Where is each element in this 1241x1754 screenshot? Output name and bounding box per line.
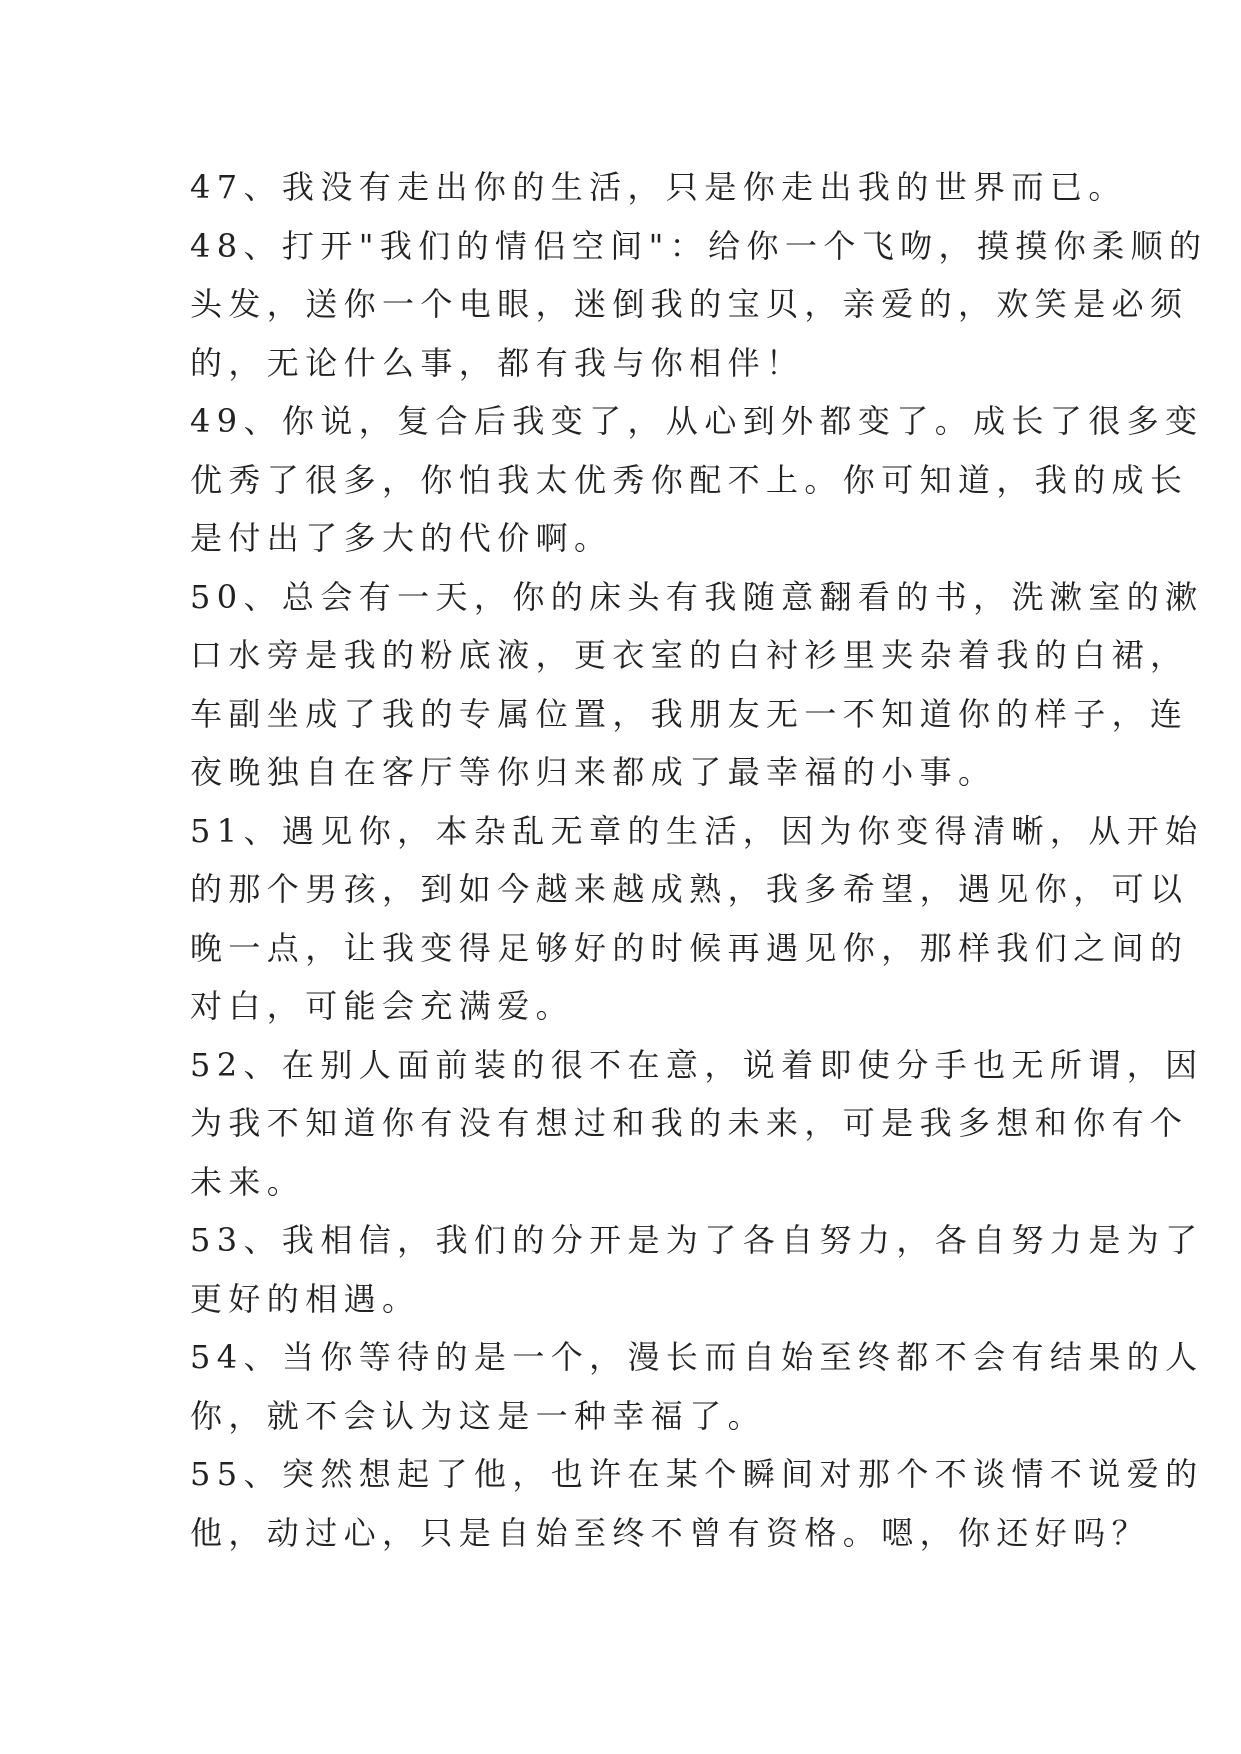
text-line: 51、遇见你，本杂乱无章的生活，因为你变得清晰，从开始 <box>190 811 1204 850</box>
text-line: 优秀了很多，你怕我太优秀你配不上。你可知道，我的成长 <box>190 460 1189 499</box>
text-line: 52、在别人面前装的很不在意，说着即使分手也无所谓，因 <box>190 1045 1204 1084</box>
text-line: 的那个男孩，到如今越来越成熟，我多希望，遇见你，可以 <box>190 870 1189 908</box>
text-line: 夜晚独自在客厅等你归来都成了最幸福的小事。 <box>190 753 997 791</box>
text-line: 口水旁是我的粉底液，更衣室的白衬衫里夹杂着我的白裙， <box>190 636 1189 674</box>
document-body <box>190 158 1208 1562</box>
text-line: 晚一点，让我变得足够好的时候再遇见你，那样我们之间的 <box>190 928 1189 967</box>
text-line: 他，动过心，只是自始至终不曾有资格。嗯，你还好吗？ <box>190 1513 1151 1552</box>
text-line: 48、打开"我们的情侣空间"：给你一个飞吻，摸摸你柔顺的 <box>190 226 1208 265</box>
text-line: 49、你说，复合后我变了，从心到外都变了。成长了很多变 <box>190 402 1204 440</box>
text-line: 头发，送你一个电眼，迷倒我的宝贝，亲爱的，欢笑是必须 <box>190 285 1189 323</box>
text-line: 你，就不会认为这是一种幸福了。 <box>190 1396 767 1435</box>
text-line: 55、突然想起了他，也许在某个瞬间对那个不谈情不说爱的 <box>190 1455 1204 1493</box>
text-line: 对白，可能会充满爱。 <box>190 987 575 1025</box>
text-line: 的，无论什么事，都有我与你相伴！ <box>190 343 805 382</box>
text-line: 更好的相遇。 <box>190 1279 421 1318</box>
text-line: 车副坐成了我的专属位置，我朋友无一不知道你的样子，连 <box>190 694 1189 733</box>
text-line: 50、总会有一天，你的床头有我随意翻看的书，洗漱室的漱 <box>190 577 1204 616</box>
text-line: 为我不知道你有没有想过和我的未来，可是我多想和你有个 <box>190 1104 1189 1142</box>
text-line: 未来。 <box>190 1162 306 1201</box>
text-line: 53、我相信，我们的分开是为了各自努力，各自努力是为了 <box>190 1221 1204 1259</box>
text-line: 47、我没有走出你的生活，只是你走出我的世界而已。 <box>190 168 1127 206</box>
text-line: 54、当你等待的是一个，漫长而自始至终都不会有结果的人 <box>190 1338 1204 1376</box>
text-line: 是付出了多大的代价啊。 <box>190 519 613 557</box>
